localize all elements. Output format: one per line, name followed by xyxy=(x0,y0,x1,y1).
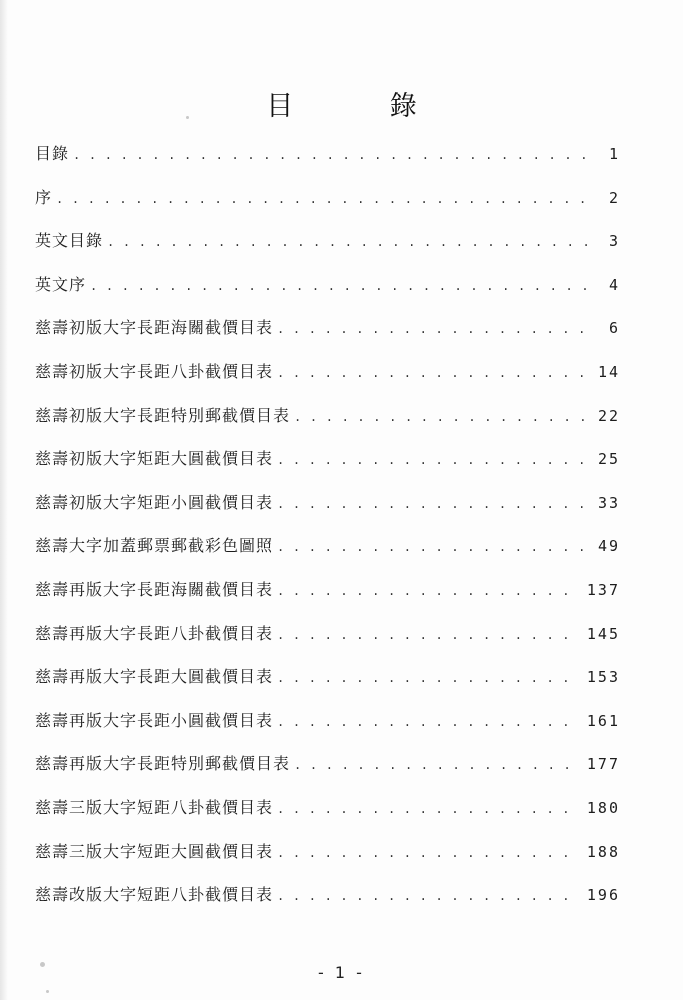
toc-entry xyxy=(35,621,620,665)
toc-entry-label: 慈壽再版大字長距八卦截價目表 xyxy=(35,623,274,643)
toc-entry-label: 慈壽三版大字短距八卦截價目表 xyxy=(35,797,274,817)
toc-entry-page: 1 xyxy=(608,145,620,163)
toc-entry-page: 14 xyxy=(597,362,620,381)
page-number-footer: - 1 - xyxy=(318,963,365,982)
toc-entry-page: 188 xyxy=(586,842,620,861)
toc-entry xyxy=(35,795,620,839)
toc-dot-leader xyxy=(56,192,594,206)
toc-entry-label: 英文序 xyxy=(35,274,87,294)
toc-dot-leader xyxy=(294,410,592,424)
toc-dot-leader xyxy=(277,715,581,729)
toc-entry-label: 慈壽初版大字矩距小圓截價目表 xyxy=(35,492,274,512)
toc-entry xyxy=(35,359,620,403)
toc-entry xyxy=(35,315,620,359)
page-edge-shadow xyxy=(0,0,8,1000)
toc-entry-page: 137 xyxy=(586,580,620,599)
toc-entry-label: 慈壽三版大字短距大圓截價目表 xyxy=(35,841,274,861)
table-of-contents xyxy=(35,141,620,926)
toc-entry xyxy=(35,577,620,621)
toc-entry xyxy=(35,446,620,490)
toc-entry xyxy=(35,141,620,185)
toc-entry-label: 慈壽初版大字矩距大圓截價目表 xyxy=(35,449,274,469)
toc-entry-label: 慈壽初版大字長距八卦截價目表 xyxy=(35,361,274,381)
toc-entry xyxy=(35,490,620,534)
toc-entry-label: 序 xyxy=(35,187,53,207)
toc-entry xyxy=(35,185,620,229)
toc-entry-label: 慈壽再版大字長距大圓截價目表 xyxy=(35,667,274,687)
toc-dot-leader xyxy=(277,889,581,903)
toc-dot-leader xyxy=(294,758,581,772)
toc-entry-page: 145 xyxy=(586,624,620,643)
toc-entry-label: 慈壽初版大字長距特別郵截價目表 xyxy=(35,405,291,425)
toc-entry-page: 177 xyxy=(586,755,620,774)
toc-entry-page: 22 xyxy=(597,406,620,425)
toc-entry-label: 慈壽大字加蓋郵票郵截彩色圖照 xyxy=(35,536,274,556)
scan-speck xyxy=(46,990,49,993)
toc-entry xyxy=(35,708,620,752)
scan-speck xyxy=(40,962,45,967)
toc-entry xyxy=(35,839,620,883)
toc-dot-leader xyxy=(277,802,581,816)
toc-entry-label: 慈壽再版大字長距特別郵截價目表 xyxy=(35,754,291,774)
toc-entry xyxy=(35,751,620,795)
toc-dot-leader xyxy=(277,540,592,554)
toc-entry-label: 慈壽初版大字長距海關截價目表 xyxy=(35,318,274,338)
toc-entry-page: 33 xyxy=(597,493,620,512)
toc-entry-page: 196 xyxy=(586,886,620,905)
toc-dot-leader xyxy=(277,628,581,642)
page-title: 目 錄 xyxy=(266,91,461,122)
toc-entry-page: 25 xyxy=(597,450,620,469)
toc-entry-page: 4 xyxy=(608,275,620,294)
scan-speck xyxy=(186,116,189,119)
toc-entry-page: 153 xyxy=(586,668,620,687)
toc-entry-page: 6 xyxy=(608,319,620,338)
toc-dot-leader xyxy=(107,235,594,249)
toc-dot-leader xyxy=(277,497,592,511)
toc-entry-page: 161 xyxy=(586,711,620,730)
toc-dot-leader xyxy=(277,366,592,380)
toc-dot-leader xyxy=(277,671,581,685)
toc-entry-page: 180 xyxy=(586,798,620,817)
toc-entry-label: 英文目錄 xyxy=(35,231,104,251)
toc-entry-page: 49 xyxy=(597,537,620,556)
toc-entry xyxy=(35,228,620,272)
toc-entry xyxy=(35,533,620,577)
toc-dot-leader xyxy=(73,148,594,162)
toc-entry xyxy=(35,882,620,926)
toc-entry xyxy=(35,664,620,708)
toc-entry xyxy=(35,403,620,447)
toc-entry-page: 3 xyxy=(608,232,620,251)
toc-dot-leader xyxy=(277,846,581,860)
toc-dot-leader xyxy=(90,279,594,293)
toc-entry xyxy=(35,272,620,316)
toc-entry-label: 慈壽再版大字長距小圓截價目表 xyxy=(35,710,274,730)
toc-entry-label: 目錄 xyxy=(35,144,70,163)
toc-dot-leader xyxy=(277,584,581,598)
toc-dot-leader xyxy=(277,322,594,336)
toc-entry-page: 2 xyxy=(608,188,620,207)
toc-entry-label: 慈壽改版大字短距八卦截價目表 xyxy=(35,885,274,905)
toc-dot-leader xyxy=(277,453,592,467)
toc-entry-label: 慈壽再版大字長距海關截價目表 xyxy=(35,579,274,599)
